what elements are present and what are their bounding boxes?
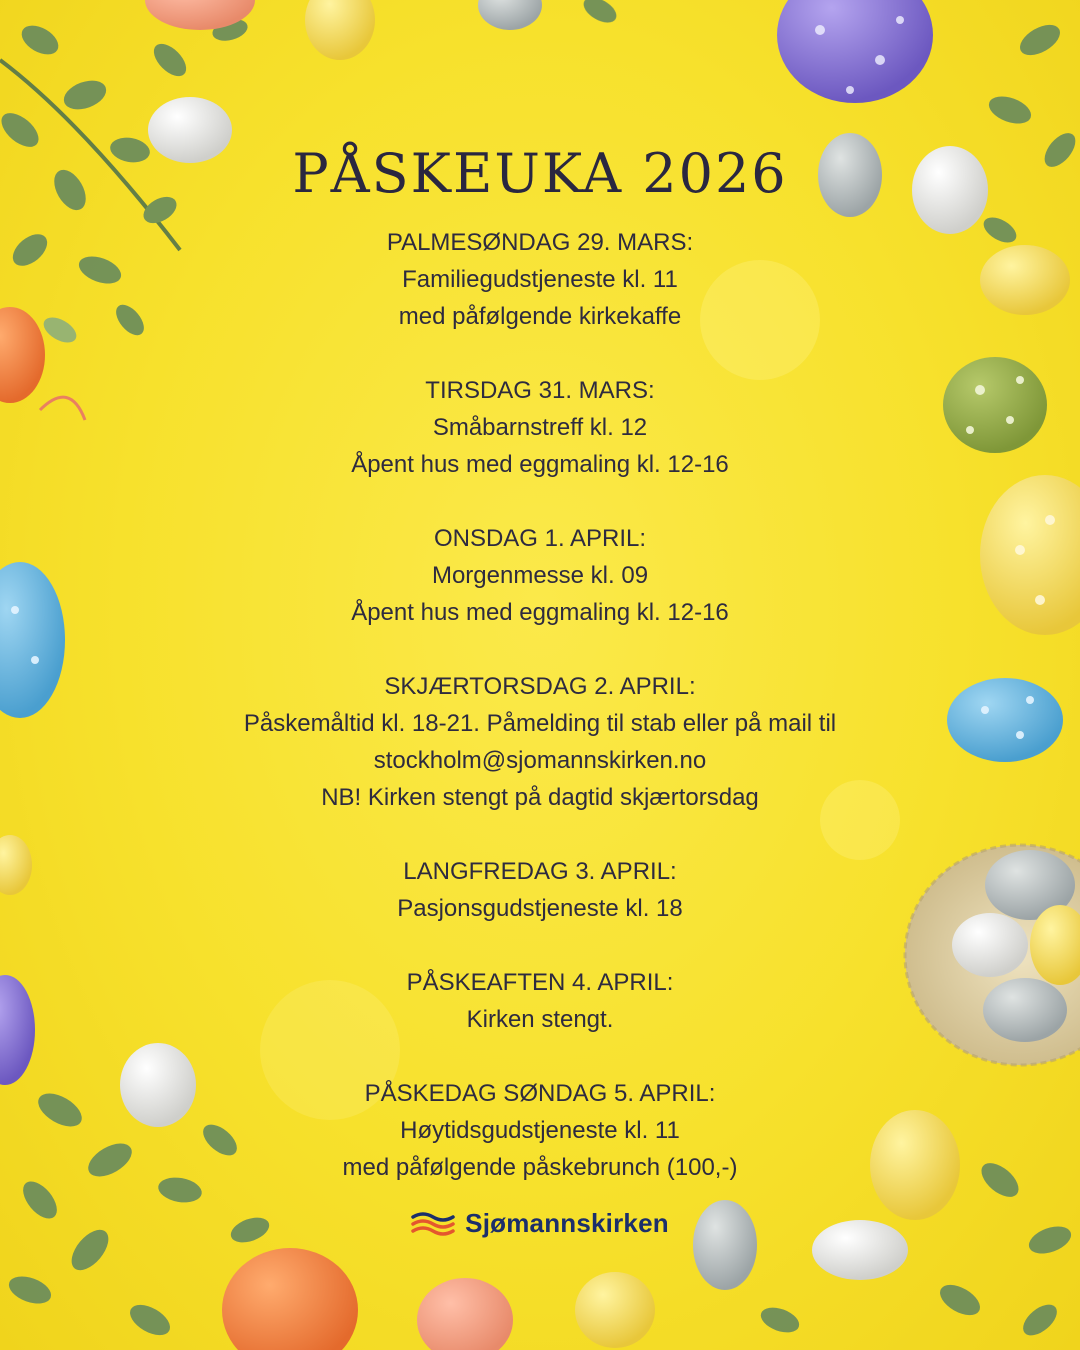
event-line: Åpent hus med eggmaling kl. 12-16	[351, 599, 729, 626]
event-heading: ONSDAG 1. APRIL:	[433, 525, 647, 552]
event-line: Pasjonsgudstjeneste kl. 18	[397, 895, 683, 922]
logo-text: Sjømannskirken	[465, 1208, 669, 1238]
event-email: stockholm@sjomannskirken.no	[373, 747, 707, 774]
event-heading: PÅSKEDAG SØNDAG 5. APRIL:	[364, 1080, 716, 1107]
event-maundy-thursday	[140, 668, 940, 816]
event-palm-sunday	[140, 224, 940, 335]
event-good-friday	[140, 853, 940, 927]
event-line: Påskemåltid kl. 18-21. Påmelding til stab eller på mail til	[243, 710, 837, 737]
event-heading: PALMESØNDAG 29. MARS:	[386, 229, 694, 256]
event-line: NB! Kirken stengt på dagtid skjærtorsdag	[321, 784, 759, 811]
event-heading: TIRSDAG 31. MARS:	[425, 377, 655, 404]
wave-logo-icon	[411, 1211, 455, 1237]
event-easter-sunday	[140, 1075, 940, 1186]
event-line: Morgenmesse kl. 09	[431, 562, 649, 589]
sjomannskirken-logo	[0, 1208, 1080, 1239]
page-title: PÅSKEUKA 2026	[292, 142, 788, 205]
event-tuesday	[140, 372, 940, 483]
event-line: Kirken stengt.	[466, 1006, 614, 1033]
event-easter-eve	[140, 964, 940, 1038]
event-heading: SKJÆRTORSDAG 2. APRIL:	[384, 673, 696, 700]
event-heading: LANGFREDAG 3. APRIL:	[403, 858, 677, 885]
event-line: med påfølgende påskebrunch (100,-)	[342, 1154, 738, 1181]
event-heading: PÅSKEAFTEN 4. APRIL:	[406, 969, 674, 996]
event-line: med påfølgende kirkekaffe	[398, 303, 682, 330]
event-list	[140, 224, 940, 1223]
event-line: Åpent hus med eggmaling kl. 12-16	[351, 451, 729, 478]
event-wednesday	[140, 520, 940, 631]
event-line: Høytidsgudstjeneste kl. 11	[400, 1117, 680, 1144]
event-line: Familiegudstjeneste kl. 11	[402, 266, 678, 293]
event-line: Småbarnstreff kl. 12	[432, 414, 648, 441]
